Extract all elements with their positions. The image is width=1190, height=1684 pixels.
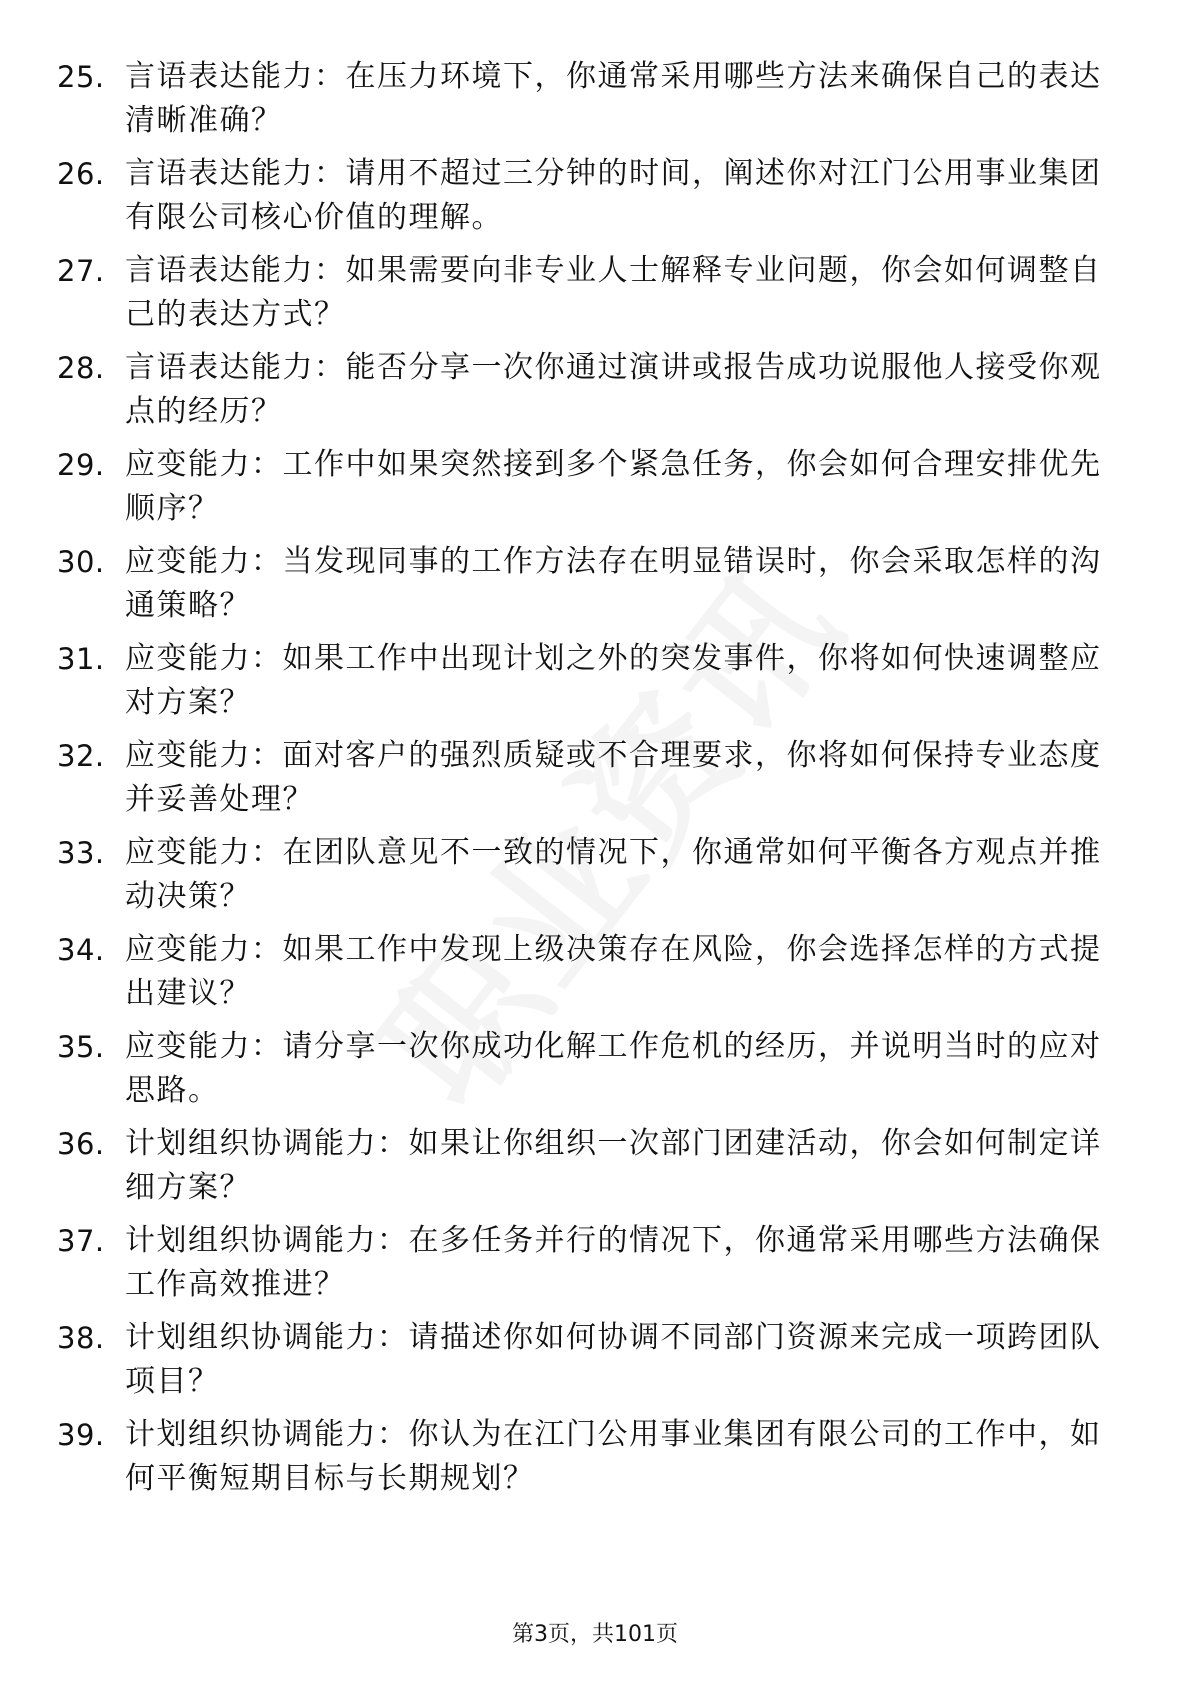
question-number: 31. <box>57 642 105 676</box>
question-number: 38. <box>57 1321 105 1355</box>
question-text: 应变能力：在团队意见不一致的情况下，你通常如何平衡各方观点并推动决策？ <box>125 835 1102 914</box>
question-item <box>0 249 1190 346</box>
question-text: 应变能力：当发现同事的工作方法存在明显错误时，你会采取怎样的沟通策略？ <box>125 544 1102 623</box>
question-item <box>0 540 1190 637</box>
question-number: 28. <box>57 351 105 385</box>
question-text: 言语表达能力：如果需要向非专业人士解释专业问题，你会如何调整自己的表达方式？ <box>125 253 1102 332</box>
question-number: 25. <box>57 60 105 94</box>
question-number: 39. <box>57 1418 105 1452</box>
question-item <box>0 55 1190 152</box>
page-footer: 第3页，共101页 <box>512 1622 678 1647</box>
question-item <box>0 1316 1190 1413</box>
question-text: 应变能力：请分享一次你成功化解工作危机的经历，并说明当时的应对思路。 <box>125 1029 1102 1108</box>
question-text: 应变能力：如果工作中出现计划之外的突发事件，你将如何快速调整应对方案？ <box>125 641 1102 720</box>
question-number: 32. <box>57 739 105 773</box>
question-number: 27. <box>57 254 105 288</box>
question-list <box>0 55 1190 1510</box>
question-number: 29. <box>57 448 105 482</box>
question-text: 言语表达能力：请用不超过三分钟的时间，阐述你对江门公用事业集团有限公司核心价值的理解。 <box>125 156 1102 235</box>
question-text: 应变能力：工作中如果突然接到多个紧急任务，你会如何合理安排优先顺序？ <box>125 447 1102 526</box>
question-number: 37. <box>57 1224 105 1258</box>
question-number: 34. <box>57 933 105 967</box>
question-item <box>0 1219 1190 1316</box>
question-number: 33. <box>57 836 105 870</box>
question-item <box>0 1025 1190 1122</box>
question-item <box>0 928 1190 1025</box>
question-text: 计划组织协调能力：在多任务并行的情况下，你通常采用哪些方法确保工作高效推进？ <box>125 1223 1102 1302</box>
question-item <box>0 637 1190 734</box>
question-item <box>0 1413 1190 1510</box>
question-item <box>0 346 1190 443</box>
question-number: 36. <box>57 1127 105 1161</box>
question-number: 30. <box>57 545 105 579</box>
question-number: 35. <box>57 1030 105 1064</box>
question-number: 26. <box>57 157 105 191</box>
question-item <box>0 831 1190 928</box>
question-text: 应变能力：面对客户的强烈质疑或不合理要求，你将如何保持专业态度并妥善处理？ <box>125 738 1102 817</box>
question-item <box>0 1122 1190 1219</box>
question-text: 计划组织协调能力：如果让你组织一次部门团建活动，你会如何制定详细方案？ <box>125 1126 1102 1205</box>
question-text: 计划组织协调能力：请描述你如何协调不同部门资源来完成一项跨团队项目？ <box>125 1320 1102 1399</box>
question-text: 言语表达能力：能否分享一次你通过演讲或报告成功说服他人接受你观点的经历？ <box>125 350 1102 429</box>
question-text: 应变能力：如果工作中发现上级决策存在风险，你会选择怎样的方式提出建议？ <box>125 932 1102 1011</box>
question-item <box>0 734 1190 831</box>
question-item <box>0 152 1190 249</box>
question-text: 言语表达能力：在压力环境下，你通常采用哪些方法来确保自己的表达清晰准确？ <box>125 59 1102 138</box>
question-item <box>0 443 1190 540</box>
question-text: 计划组织协调能力：你认为在江门公用事业集团有限公司的工作中，如何平衡短期目标与长期规划？ <box>125 1417 1102 1496</box>
